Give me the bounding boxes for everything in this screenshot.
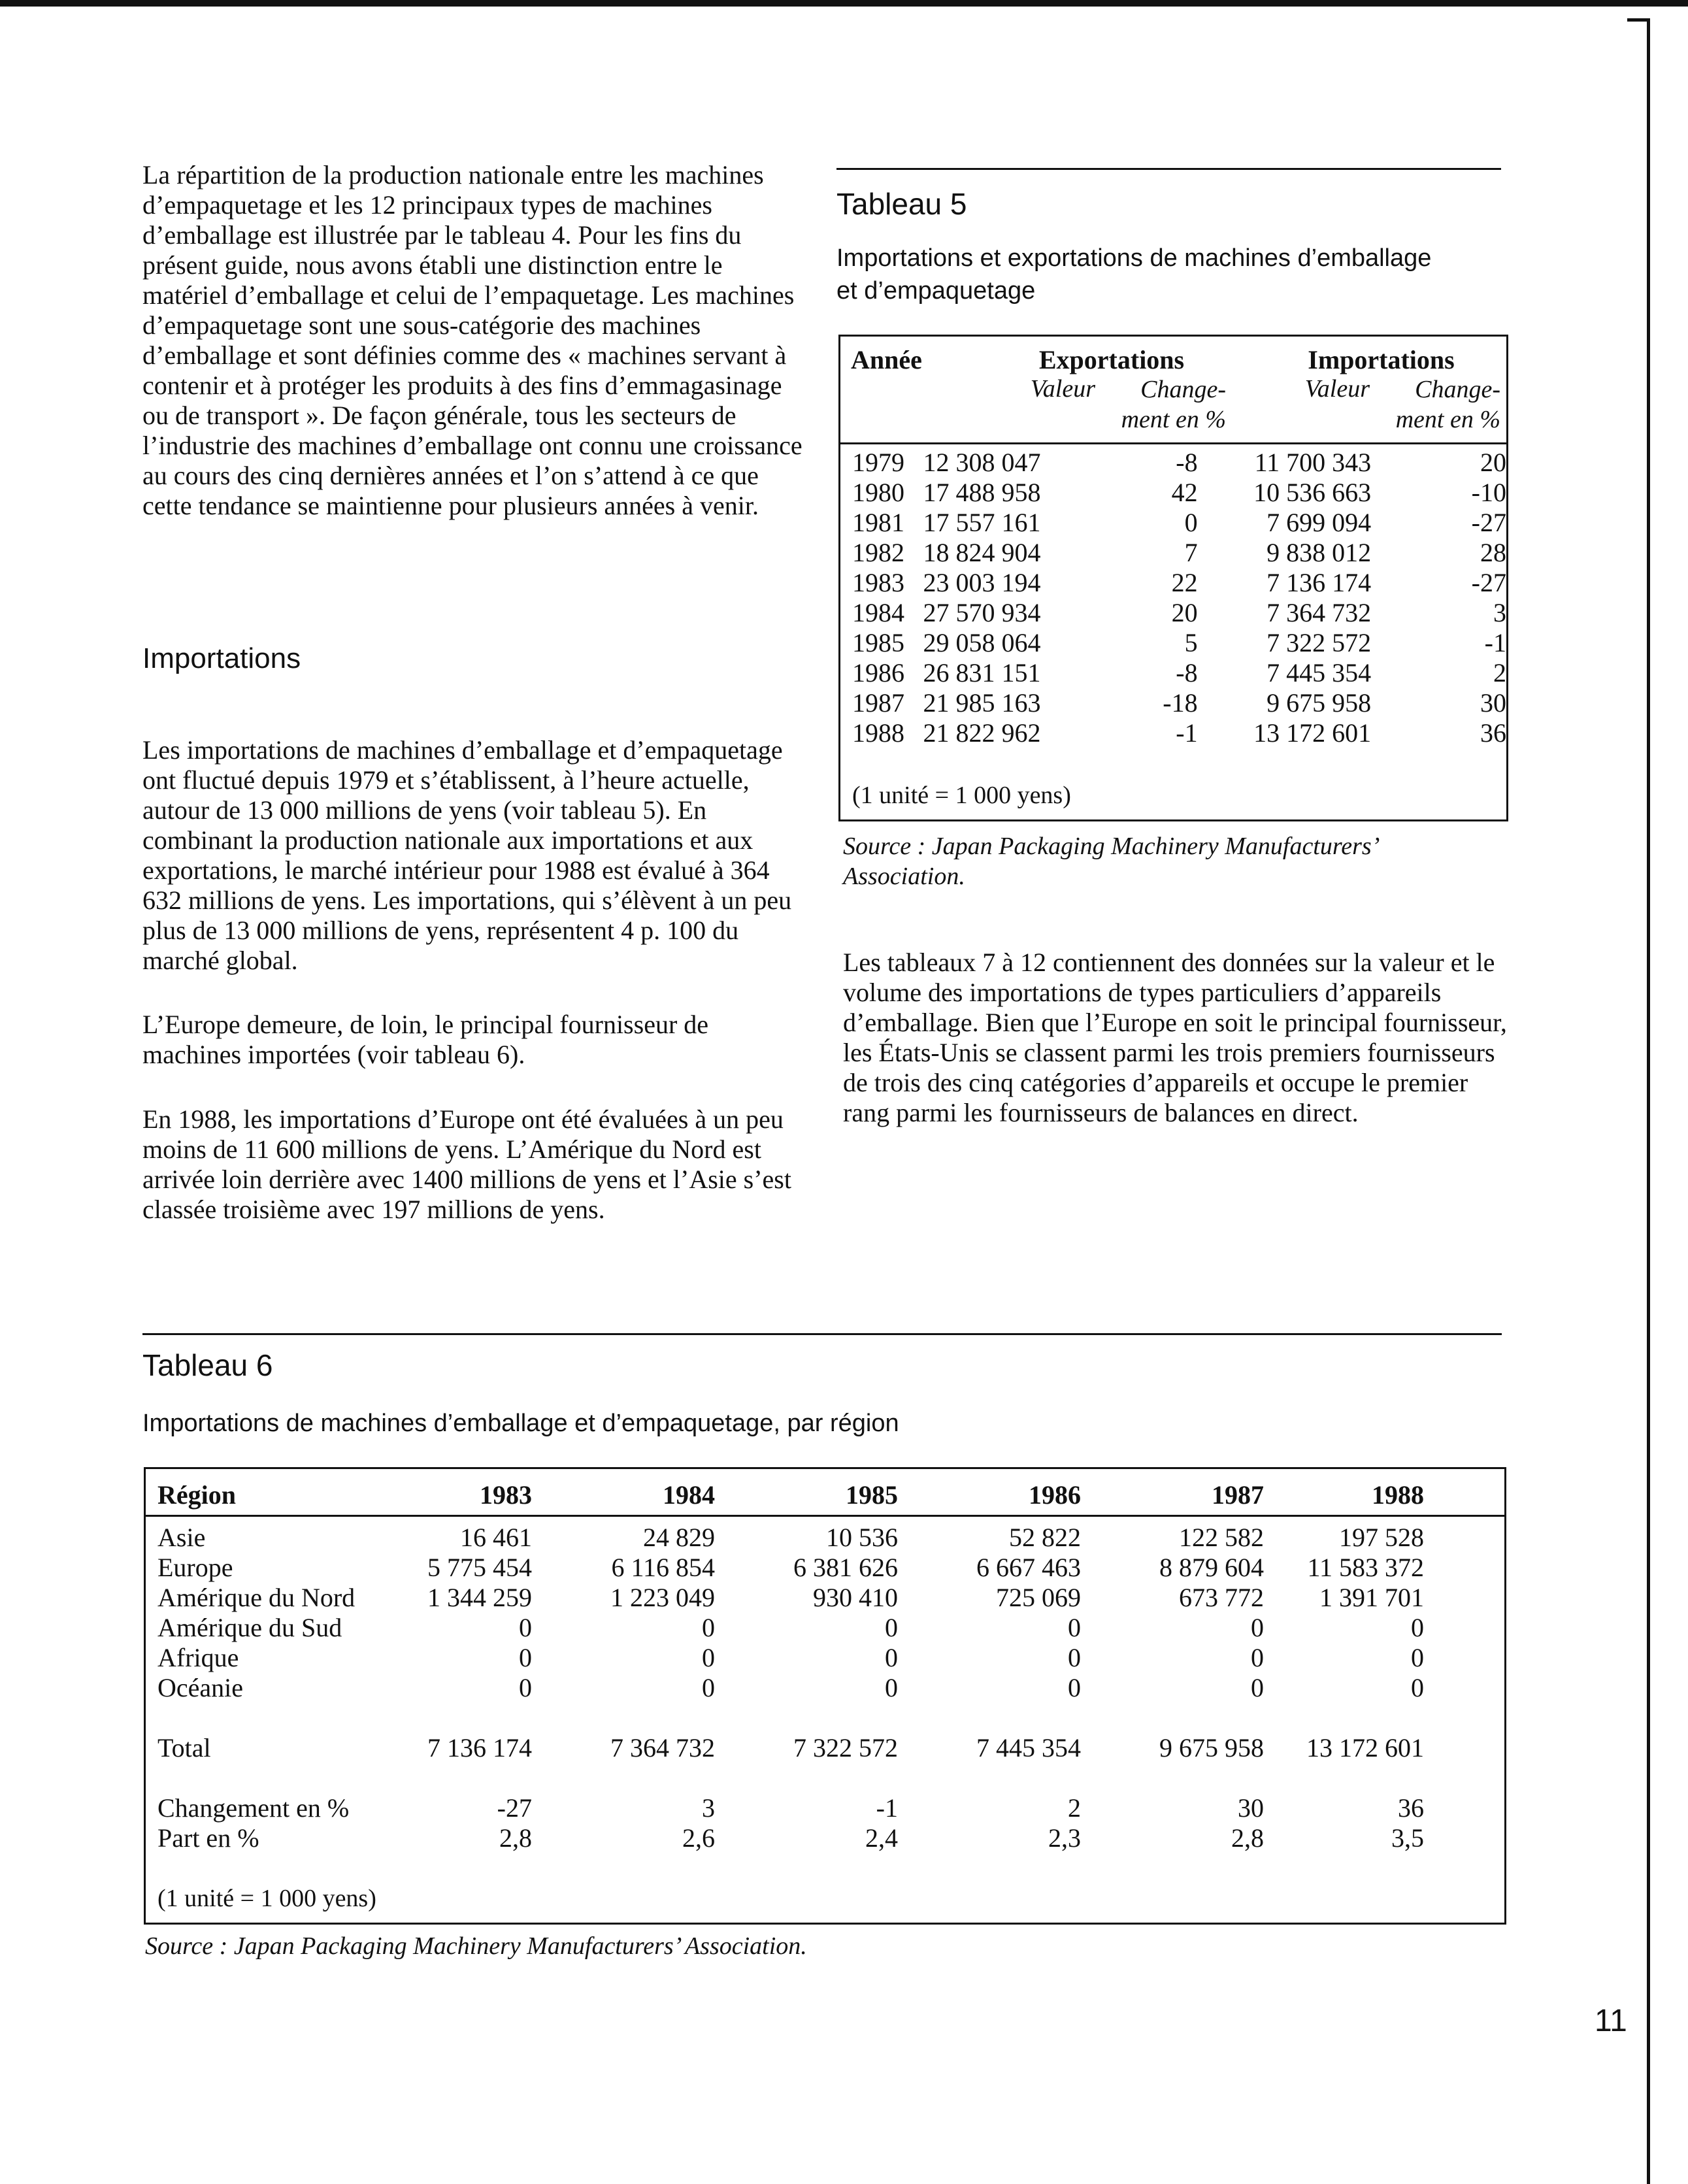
table6-cell: 0 (1068, 1643, 1081, 1672)
table5-row (852, 598, 1506, 628)
table6-cell: 930 410 (813, 1583, 898, 1612)
table6-table (157, 1474, 1450, 1853)
table6-cell: 11 583 372 (1307, 1553, 1424, 1582)
table5-header-export-change: Change- ment en % (1121, 376, 1226, 433)
table6-cell: 5 775 454 (427, 1553, 532, 1582)
right-border (1647, 20, 1650, 2184)
table5-header-imports: Importations (1308, 345, 1455, 374)
table6-header-year: 1987 (1212, 1480, 1264, 1510)
table5-header-import-change: Change- ment en % (1395, 376, 1500, 433)
table5-subtitle: Importations et exportations de machines d’emballage et d’empaquetage (836, 244, 1432, 305)
table5-cell: -1 (1484, 628, 1506, 657)
table6-cell: 0 (519, 1673, 532, 1702)
table5-cell: 7 (1184, 538, 1198, 567)
table6-cell: Amérique du Nord (157, 1583, 356, 1612)
table5-cell: 7 699 094 (1266, 508, 1372, 537)
table5-cell: 1980 (852, 478, 904, 507)
table5-cell: 21 985 163 (923, 688, 1041, 718)
table5-header-year: Année (851, 345, 922, 374)
table6-cell: 0 (519, 1643, 532, 1672)
table6-cell: 7 364 732 (610, 1733, 715, 1762)
table5-cell: -10 (1471, 478, 1506, 507)
table6-cell: 16 461 (460, 1523, 532, 1552)
table5-row (852, 478, 1506, 508)
table5-cell: 9 675 958 (1266, 688, 1372, 718)
table5-cell: 27 570 934 (923, 598, 1041, 627)
imports-heading: Importations (142, 642, 301, 674)
imports-paragraph-1: Les importations de machines d’emballage et d’empaquetage ont fluctué depuis 1979 et s’établissent, à l’heure actuelle, autour de 13 000 millions de yens (voir tableau 5). En combinant la production nationale aux importations et aux exportations, le marché intérieur pour 1988 est évalué à 364 632 millions de yens. Les importations, qui s’élèvent à un peu plus de 13 000 millions de yens, représentent 4 p. 100 du marché global. (142, 735, 792, 975)
table5-header-import-value: Valeur (1304, 375, 1370, 403)
table6-row (157, 1673, 1450, 1703)
table5-header-export-value: Valeur (1030, 375, 1095, 403)
table6-cell: 0 (519, 1613, 532, 1642)
table5-cell: 22 (1171, 568, 1198, 597)
table5-source: Source : Japan Packaging Machinery Manufacturers’ Association. (843, 833, 1380, 890)
table5-cell: 1986 (852, 658, 904, 687)
table6-header-year: 1986 (1029, 1480, 1081, 1510)
table5-header-rule (840, 442, 1506, 444)
table5-cell: 17 488 958 (923, 478, 1041, 507)
table6-cell: 3,5 (1391, 1823, 1424, 1853)
table6-cell: 2,8 (499, 1823, 532, 1853)
table6-cell: Asie (157, 1523, 206, 1552)
left-column (142, 160, 809, 521)
table6-cell: 36 (1398, 1793, 1424, 1823)
intro-paragraph: La répartition de la production nationale entre les machines d’empaquetage et les 12 principaux types de machines d’emballage est illustrée par le tableau 4. Pour les fins du présent guide, nous avons établi une distinction entre le matériel d’emballage et celui de l’empaquetage. Les machines d’empaquetage sont une sous-catégorie des machines d’emballage et sont définies comme des « machines servant à contenir et à protéger les produits à des fins d’emmagasinage ou de transport ». De façon générale, tous les secteurs de l’industrie des machines d’emballage ont connu une croissance au cours des cinq dernières années et l’on s’attend à ce que cette tendance se maintienne pour plusieurs années à venir. (142, 160, 803, 520)
table6-row (157, 1515, 1450, 1553)
table5-cell: 1987 (852, 688, 904, 718)
table6-cell: 7 322 572 (793, 1733, 898, 1762)
table6-cell: 30 (1238, 1793, 1264, 1823)
table6-cell: 2,3 (1048, 1823, 1081, 1853)
table6-cell: 0 (1411, 1613, 1424, 1642)
table6-cell: Part en % (157, 1823, 259, 1853)
table5-cell: -8 (1176, 658, 1198, 687)
table6-cell: 0 (1411, 1643, 1424, 1672)
table6-row (157, 1643, 1450, 1673)
table6-total-row (157, 1703, 1450, 1763)
table5-cell: 13 172 601 (1253, 718, 1372, 748)
table5-cell: 42 (1171, 478, 1198, 507)
table6-cell: 197 528 (1339, 1523, 1424, 1552)
table5-cell: 0 (1184, 508, 1198, 537)
top-border (0, 0, 1688, 7)
table5-unit: (1 unité = 1 000 yens) (852, 782, 1071, 809)
table6-cell: 24 829 (643, 1523, 715, 1552)
table6-cell: 0 (1068, 1613, 1081, 1642)
table6-cell: 122 582 (1179, 1523, 1264, 1552)
table6-cell: Océanie (157, 1673, 244, 1702)
table6-cell: Europe (157, 1553, 233, 1582)
table5-row (852, 718, 1506, 748)
table6-cell: 0 (1251, 1643, 1264, 1672)
table5-cell: 10 536 663 (1253, 478, 1372, 507)
table5-cell: 5 (1184, 628, 1198, 657)
table5-cell: -8 (1176, 448, 1198, 477)
table5-row (852, 508, 1506, 538)
table5-cell: -27 (1471, 568, 1506, 597)
table5-cell: 1985 (852, 628, 904, 657)
table5-cell: 29 058 064 (923, 628, 1041, 657)
table5-cell: 7 322 572 (1266, 628, 1372, 657)
table5-cell: -1 (1176, 718, 1198, 748)
table6-cell: 0 (702, 1643, 715, 1672)
table5-cell: 1981 (852, 508, 904, 537)
table6-change-row (157, 1763, 1450, 1823)
table6-cell: -27 (497, 1793, 532, 1823)
table5-cell: 17 557 161 (923, 508, 1041, 537)
table6-cell: 0 (1068, 1673, 1081, 1702)
table5-cell: 1988 (852, 718, 904, 748)
table6-cell: Afrique (157, 1643, 239, 1672)
table6-cell: Changement en % (157, 1793, 350, 1823)
table6-cell: 2,4 (865, 1823, 898, 1853)
table5-cell: 26 831 151 (923, 658, 1041, 687)
table5-row (852, 658, 1506, 688)
table6-header-region: Région (157, 1480, 236, 1510)
table6-header-year: 1988 (1372, 1480, 1424, 1510)
table5-cell: 12 308 047 (923, 448, 1041, 477)
table6-cell: 0 (1251, 1613, 1264, 1642)
table6-cell: 9 675 958 (1159, 1733, 1264, 1762)
table5-cell: 28 (1480, 538, 1506, 567)
right-column (843, 948, 1510, 1128)
table5-cell: 1979 (852, 448, 904, 477)
table5-cell: 1983 (852, 568, 904, 597)
table6-cell: Total (157, 1733, 211, 1762)
table5-cell: 36 (1480, 718, 1506, 748)
table5-title: Tableau 5 (836, 187, 967, 221)
table6-cell: Amérique du Sud (157, 1613, 342, 1642)
table5-box (838, 335, 1508, 821)
table5-cell: 23 003 194 (923, 568, 1041, 597)
table6-cell: 1 223 049 (610, 1583, 715, 1612)
table6-header-year: 1985 (846, 1480, 898, 1510)
table6-cell: 6 667 463 (976, 1553, 1081, 1582)
table6-cell: 0 (885, 1613, 898, 1642)
table6-source: Source : Japan Packaging Machinery Manufacturers’ Association. (145, 1932, 807, 1960)
imports-paragraph-3: En 1988, les importations d’Europe ont été évaluées à un peu moins de 11 600 millions de yens. L’Amérique du Nord est arrivée loin derrière avec 1400 millions de yens et l’Asie s’est classée troisième avec 197 millions de yens. (142, 1104, 791, 1224)
table6-cell: 0 (702, 1673, 715, 1702)
right-border-cap (1627, 18, 1650, 22)
table6-cell: 1 344 259 (427, 1583, 532, 1612)
table6-cell: 0 (885, 1643, 898, 1672)
table6-cell: 2,8 (1231, 1823, 1264, 1853)
table6-cell: 52 822 (1009, 1523, 1081, 1552)
table5-cell: 18 824 904 (923, 538, 1041, 567)
page-number: 11 (1595, 2004, 1627, 2038)
table6-cell: -1 (876, 1793, 898, 1823)
table5-cell: -18 (1163, 688, 1198, 718)
table6-row (157, 1613, 1450, 1643)
table6-cell: 8 879 604 (1159, 1553, 1264, 1582)
table5-cell: 20 (1480, 448, 1506, 477)
table6-cell: 0 (885, 1673, 898, 1702)
table6-header-year: 1984 (663, 1480, 715, 1510)
table6-cell: 0 (1251, 1673, 1264, 1702)
table5-cell: 9 838 012 (1266, 538, 1372, 567)
table6-box (144, 1467, 1506, 1925)
table6-cell: 725 069 (996, 1583, 1081, 1612)
table5-row (852, 568, 1506, 598)
table5-cell: 2 (1493, 658, 1506, 687)
table6-cell: 1 391 701 (1319, 1583, 1424, 1612)
table6-cell: 2 (1068, 1793, 1081, 1823)
table5-cell: 1984 (852, 598, 904, 627)
table5-header-exports: Exportations (1038, 345, 1185, 374)
table6-header-year: 1983 (480, 1480, 532, 1510)
tables-7-12-paragraph: Les tableaux 7 à 12 contiennent des données sur la valeur et le volume des importations de types particuliers d’appareils d’emballage. Bien que l’Europe en soit le principal fournisseur, les États-Unis se classent parmi les trois premiers fournisseurs de trois des cinq catégories d’appareils et occupe le premier rang parmi les fournisseurs de balances en direct. (843, 948, 1507, 1127)
table5-row (852, 448, 1506, 478)
table6-cell: 3 (702, 1793, 715, 1823)
table6-top-rule (142, 1333, 1502, 1335)
table5-row (852, 628, 1506, 658)
table6-unit: (1 unité = 1 000 yens) (157, 1885, 376, 1912)
imports-paragraph-2: L’Europe demeure, de loin, le principal fournisseur de machines importées (voir tableau 6). (142, 1010, 709, 1069)
table6-row (157, 1553, 1450, 1583)
table5-cell: 7 364 732 (1266, 598, 1372, 627)
table6-cell: 0 (1411, 1673, 1424, 1702)
table5-cell: 1982 (852, 538, 904, 567)
table5-body (852, 448, 1506, 748)
table5-cell: -27 (1471, 508, 1506, 537)
table6-cell: 10 536 (826, 1523, 898, 1552)
table5-row (852, 688, 1506, 718)
table5-cell: 11 700 343 (1254, 448, 1372, 477)
table6-title: Tableau 6 (142, 1348, 273, 1382)
table5-cell: 21 822 962 (923, 718, 1041, 748)
table5-cell: 3 (1493, 598, 1506, 627)
table5-top-rule (836, 168, 1501, 170)
table6-cell: 7 136 174 (427, 1733, 532, 1762)
table6-share-row (157, 1823, 1450, 1853)
table6-cell: 0 (702, 1613, 715, 1642)
table6-cell: 7 445 354 (976, 1733, 1081, 1762)
table6-cell: 2,6 (682, 1823, 715, 1853)
table5-cell: 20 (1171, 598, 1198, 627)
table6-cell: 6 116 854 (611, 1553, 715, 1582)
table6-cell: 6 381 626 (793, 1553, 898, 1582)
table5-cell: 7 136 174 (1266, 568, 1372, 597)
table6-cell: 673 772 (1179, 1583, 1264, 1612)
table6-row (157, 1583, 1450, 1613)
table5-cell: 7 445 354 (1266, 658, 1372, 687)
table5-row (852, 538, 1506, 568)
table6-subtitle: Importations de machines d’emballage et d’empaquetage, par région (142, 1410, 899, 1437)
table6-cell: 13 172 601 (1306, 1733, 1424, 1762)
table5-cell: 30 (1480, 688, 1506, 718)
